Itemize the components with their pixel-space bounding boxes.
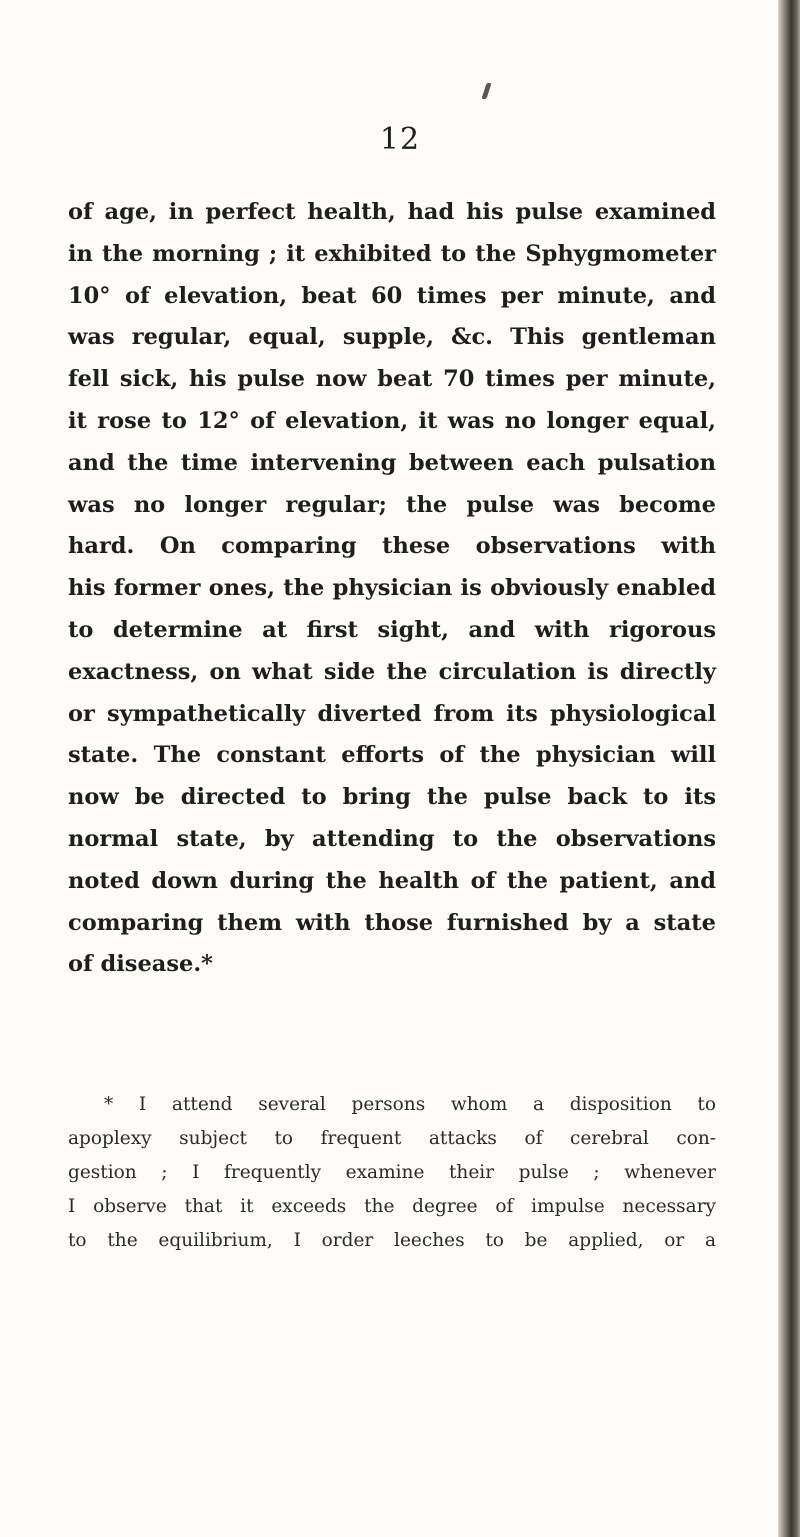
text-line: in the morning ; it exhibited to the Sphygmometer: [68, 240, 716, 267]
text-line: to determine at first sight, and with rigorous: [68, 616, 716, 643]
text-line: fell sick, his pulse now beat 70 times per minute,: [68, 366, 716, 393]
footnote-line: gestion ; I frequently examine their pulse ; whenever: [68, 1162, 716, 1183]
text-line: his former ones, the physician is obviously enabled: [68, 575, 716, 602]
text-line: 10° of elevation, beat 60 times per minute, and: [68, 282, 716, 309]
text-line: was regular, equal, supple, &c. This gentleman: [68, 324, 716, 351]
page-number: 12: [379, 122, 421, 157]
text-line: of disease.*: [68, 951, 213, 978]
text-line: state. The constant efforts of the physician will: [68, 742, 716, 769]
footnote-line: apoplexy subject to frequent attacks of cerebral con-: [68, 1128, 716, 1149]
main-text: [68, 192, 716, 986]
text-line: hard. On comparing these observations with: [68, 533, 716, 560]
text-line: was no longer regular; the pulse was become: [68, 491, 716, 518]
text-line: exactness, on what side the circulation is directly: [68, 658, 716, 685]
footnote-line: * I attend several persons whom a disposition to: [104, 1094, 716, 1115]
footnote: [68, 1088, 716, 1258]
text-line: of age, in perfect health, had his pulse examined: [68, 199, 716, 225]
text-line: or sympathetically diverted from its physiological: [68, 700, 716, 727]
text-line: it rose to 12° of elevation, it was no longer equal,: [68, 407, 716, 434]
text-line: now be directed to bring the pulse back to its: [68, 784, 716, 811]
text-line: and the time intervening between each pulsation: [68, 449, 716, 476]
text-line: noted down during the health of the patient, and: [68, 867, 716, 894]
page-binding-edge: [778, 0, 800, 1537]
text-line: comparing them with those furnished by a state: [68, 909, 716, 936]
footnote-line: I observe that it exceeds the degree of impulse necessary: [68, 1196, 716, 1217]
footnote-line: to the equilibrium, I order leeches to be applied, or a: [68, 1230, 716, 1251]
text-line: normal state, by attending to the observations: [68, 825, 716, 852]
ink-mark: [481, 83, 491, 99]
